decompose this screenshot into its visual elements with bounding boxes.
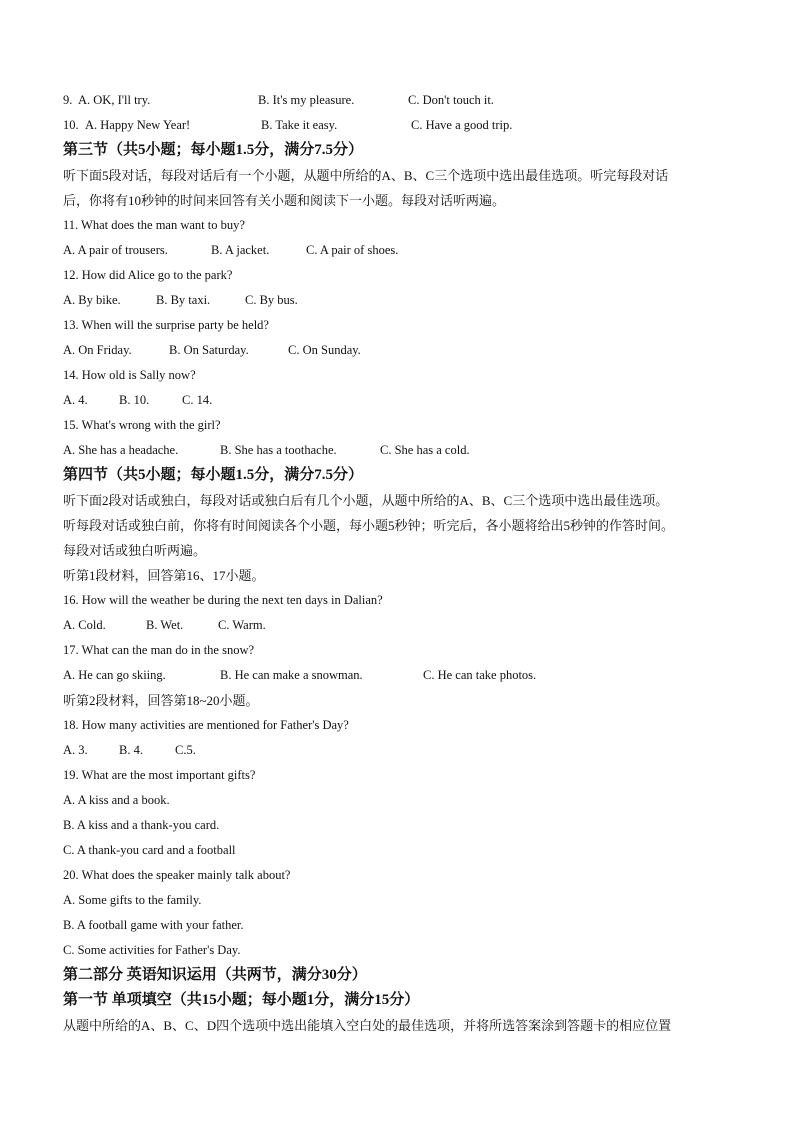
question-16-stem: 16. How will the weather be during the next ten days in Dalian? — [63, 593, 383, 607]
option-b: B. 10. — [119, 393, 150, 407]
section-3-instructions-line-1: 听下面5段对话，每段对话后有一个小题，从题中所给的A、B、C三个选项中选出最佳选项。听完每段对话 — [63, 168, 669, 183]
question-10-options — [63, 113, 733, 138]
question-13-stem: 13. When will the surprise party be held? — [63, 318, 269, 332]
question-11-options — [63, 238, 733, 263]
option-a: A. 3. — [63, 743, 88, 757]
question-14-options — [63, 388, 733, 413]
question-17-options — [63, 663, 733, 688]
option-b: B. A kiss and a thank-you card. — [63, 818, 220, 832]
option-b: B. On Saturday. — [169, 343, 249, 357]
section-4-heading: 第四节（共5小题；每小题1.5分，满分7.5分） — [63, 467, 364, 483]
part-2-instructions: 从题中所给的A、B、C、D四个选项中选出能填入空白处的最佳选项，并将所选答案涂到答题卡的相应位置 — [63, 1018, 672, 1033]
question-17-stem: 17. What can the man do in the snow? — [63, 643, 255, 657]
section-3-heading: 第三节（共5小题；每小题1.5分，满分7.5分） — [63, 142, 364, 158]
question-number: 9. — [63, 93, 73, 107]
option-a: A. 4. — [63, 393, 88, 407]
option-a: A. A kiss and a book. — [63, 793, 170, 807]
option-a: A. Cold. — [63, 618, 106, 632]
option-c: C. Warm. — [218, 618, 266, 632]
option-a: A. OK, I'll try. — [78, 93, 151, 107]
option-b: B. By taxi. — [156, 293, 211, 307]
option-c: C. A pair of shoes. — [306, 243, 399, 257]
option-a: A. Some gifts to the family. — [63, 893, 202, 907]
option-c: C. He can take photos. — [423, 668, 537, 682]
option-b: B. She has a toothache. — [220, 443, 337, 457]
option-c: C. Have a good trip. — [411, 118, 513, 132]
question-11-stem: 11. What does the man want to buy? — [63, 218, 245, 232]
part-2-section-1-heading: 第一节 单项填空（共15小题；每小题1分，满分15分） — [63, 992, 420, 1008]
part-2-heading: 第二部分 英语知识运用（共两节，满分30分） — [63, 967, 367, 983]
option-a: A. Happy New Year! — [85, 118, 191, 132]
section-3-instructions-line-2: 后，你将有10秒钟的时间来回答有关小题和阅读下一小题。每段对话听两遍。 — [63, 193, 506, 208]
question-12-stem: 12. How did Alice go to the park? — [63, 268, 233, 282]
question-18-stem: 18. How many activities are mentioned for Father's Day? — [63, 718, 349, 732]
option-c: C. On Sunday. — [288, 343, 361, 357]
section-4-instructions-line-3: 每段对话或独白听两遍。 — [63, 543, 207, 558]
option-c: C. Don't touch it. — [408, 93, 494, 107]
option-a: A. He can go skiing. — [63, 668, 166, 682]
option-b: B. A jacket. — [211, 243, 270, 257]
option-b: B. 4. — [119, 743, 143, 757]
option-b: B. He can make a snowman. — [220, 668, 363, 682]
option-b: B. Wet. — [146, 618, 184, 632]
option-a: A. She has a headache. — [63, 443, 179, 457]
question-9-options — [63, 88, 733, 113]
option-c: C. 14. — [182, 393, 213, 407]
section-4-instructions-line-1: 听下面2段对话或独白，每段对话或独白后有几个小题，从题中所给的A、B、C三个选项中选出最佳选项。 — [63, 493, 669, 508]
section-4-instructions-line-2: 听每段对话或独白前，你将有时间阅读各个小题，每小题5秒钟；听完后，各小题将给出5秒钟的作答时间。 — [63, 518, 675, 533]
option-b: B. Take it easy. — [261, 118, 338, 132]
question-14-stem: 14. How old is Sally now? — [63, 368, 196, 382]
question-19-stem: 19. What are the most important gifts? — [63, 768, 256, 782]
option-c: C. By bus. — [245, 293, 298, 307]
question-12-options — [63, 288, 733, 313]
option-c: C.5. — [175, 743, 196, 757]
option-c: C. Some activities for Father's Day. — [63, 943, 241, 957]
exam-page — [63, 88, 733, 1038]
option-c: C. A thank-you card and a football — [63, 843, 236, 857]
material-2-note: 听第2段材料，回答第18~20小题。 — [63, 693, 259, 708]
question-13-options — [63, 338, 733, 363]
material-1-note: 听第1段材料，回答第16、17小题。 — [63, 568, 265, 583]
option-a: A. A pair of trousers. — [63, 243, 168, 257]
question-18-options — [63, 738, 733, 763]
option-a: A. By bike. — [63, 293, 121, 307]
option-b: B. It's my pleasure. — [258, 93, 355, 107]
option-c: C. She has a cold. — [380, 443, 470, 457]
question-15-options — [63, 438, 733, 463]
question-number: 10. — [63, 118, 79, 132]
question-15-stem: 15. What's wrong with the girl? — [63, 418, 221, 432]
question-20-stem: 20. What does the speaker mainly talk about? — [63, 868, 291, 882]
option-b: B. A football game with your father. — [63, 918, 244, 932]
option-a: A. On Friday. — [63, 343, 132, 357]
question-16-options — [63, 613, 733, 638]
